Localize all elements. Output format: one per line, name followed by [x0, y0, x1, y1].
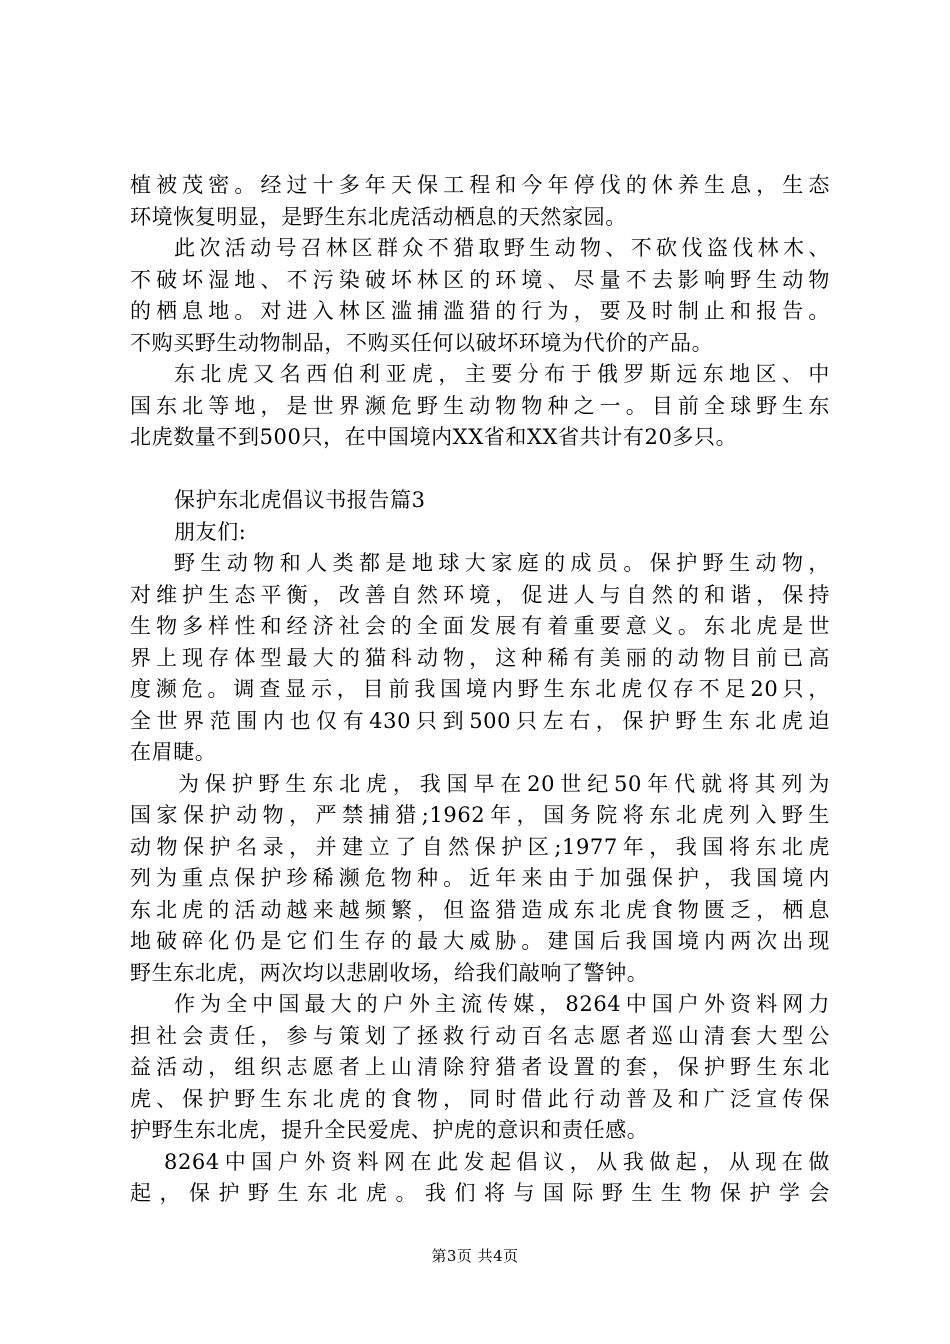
paragraph-line: 环境恢复明显，是野生东北虎活动栖息的天然家园。: [130, 204, 627, 229]
salutation: 朋友们:: [174, 519, 247, 544]
paragraph-line: 8264中国户外资料网在此发起倡议，从我做起，从现在做: [164, 1149, 830, 1174]
paragraph-line: 列为重点保护珍稀濒危物种。近年来由于加强保护，我国境内: [130, 866, 830, 890]
document-body: [130, 170, 830, 1210]
paragraph-line: 东北虎又名西伯利亚虎，主要分布于俄罗斯远东地区、中: [174, 362, 830, 386]
paragraph-line: 国东北等地，是世界濒危野生动物物种之一。目前全球野生东: [130, 393, 830, 418]
paragraph-line: 在眉睫。: [130, 740, 217, 764]
paragraph-line: 益活动，组织志愿者上山清除狩猎者设置的套，保护野生东北: [130, 1055, 830, 1079]
paragraph-line: 为保护野生东北虎，我国早在20世纪50年代就将其列为: [178, 771, 830, 796]
paragraph-line: 的栖息地。对进入林区滥捕滥猎的行为，要及时制止和报告。: [130, 299, 830, 323]
paragraph-line: 生物多样性和经济社会的全面发展有着重要意义。东北虎是世: [130, 614, 830, 638]
paragraph-line: 护野生东北虎，提升全民爱虎、护虎的意识和责任感。: [130, 1118, 649, 1142]
paragraph-line: 不破坏湿地、不污染破坏林区的环境、尽量不去影响野生动物: [130, 267, 830, 292]
paragraph-line: 野生东北虎，两次均以悲剧收场，给我们敲响了警钟。: [130, 960, 649, 985]
paragraph-line: 度濒危。调查显示，目前我国境内野生东北虎仅存不足20只，: [130, 677, 830, 701]
section-heading: 保护东北虎倡议书报告篇3: [174, 488, 426, 512]
paragraph-line: 全世界范围内也仅有430只到500只左右，保护野生东北虎迫: [130, 708, 830, 733]
paragraph-line: 不购买野生动物制品，不购买任何以破坏环境为代价的产品。: [130, 330, 714, 355]
paragraph-line: 植被茂密。经过十多年天保工程和今年停伐的休养生息，生态: [130, 173, 830, 197]
paragraph-line: 动物保护名录，并建立了自然保护区;1977年，我国将东北虎: [130, 834, 830, 859]
paragraph-line: 界上现存体型最大的猫科动物，这种稀有美丽的动物目前已高: [130, 645, 830, 670]
paragraph-line: 起，保护野生东北虎。我们将与国际野生生物保护学会: [130, 1181, 830, 1205]
blank-line: [130, 454, 830, 486]
paragraph-line: 地破碎化仍是它们生存的最大威胁。建国后我国境内两次出现: [130, 929, 830, 953]
paragraph-line: 东北虎的活动越来越频繁，但盗猎造成东北虎食物匮乏，栖息: [130, 897, 830, 922]
paragraph-line: 此次活动号召林区群众不猎取野生动物、不砍伐盗伐林木、: [174, 236, 830, 260]
paragraph-line: 野生动物和人类都是地球大家庭的成员。保护野生动物，: [174, 551, 830, 575]
page-number-footer: 第3页 共4页: [431, 1247, 519, 1265]
paragraph-line: 虎、保护野生东北虎的食物，同时借此行动普及和广泛宣传保: [130, 1086, 830, 1111]
paragraph-line: 作为全中国最大的户外主流传媒，8264中国户外资料网力: [174, 992, 830, 1016]
paragraph-line: 国家保护动物，严禁捕猎;1962年，国务院将东北虎列入野生: [130, 803, 830, 827]
paragraph-line: 对维护生态平衡，改善自然环境，促进人与自然的和谐，保持: [130, 582, 830, 607]
paragraph-line: 北虎数量不到500只，在中国境内XX省和XX省共计有20多只。: [130, 425, 738, 449]
paragraph-line: 担社会责任，参与策划了拯救行动百名志愿者巡山清套大型公: [130, 1023, 830, 1048]
